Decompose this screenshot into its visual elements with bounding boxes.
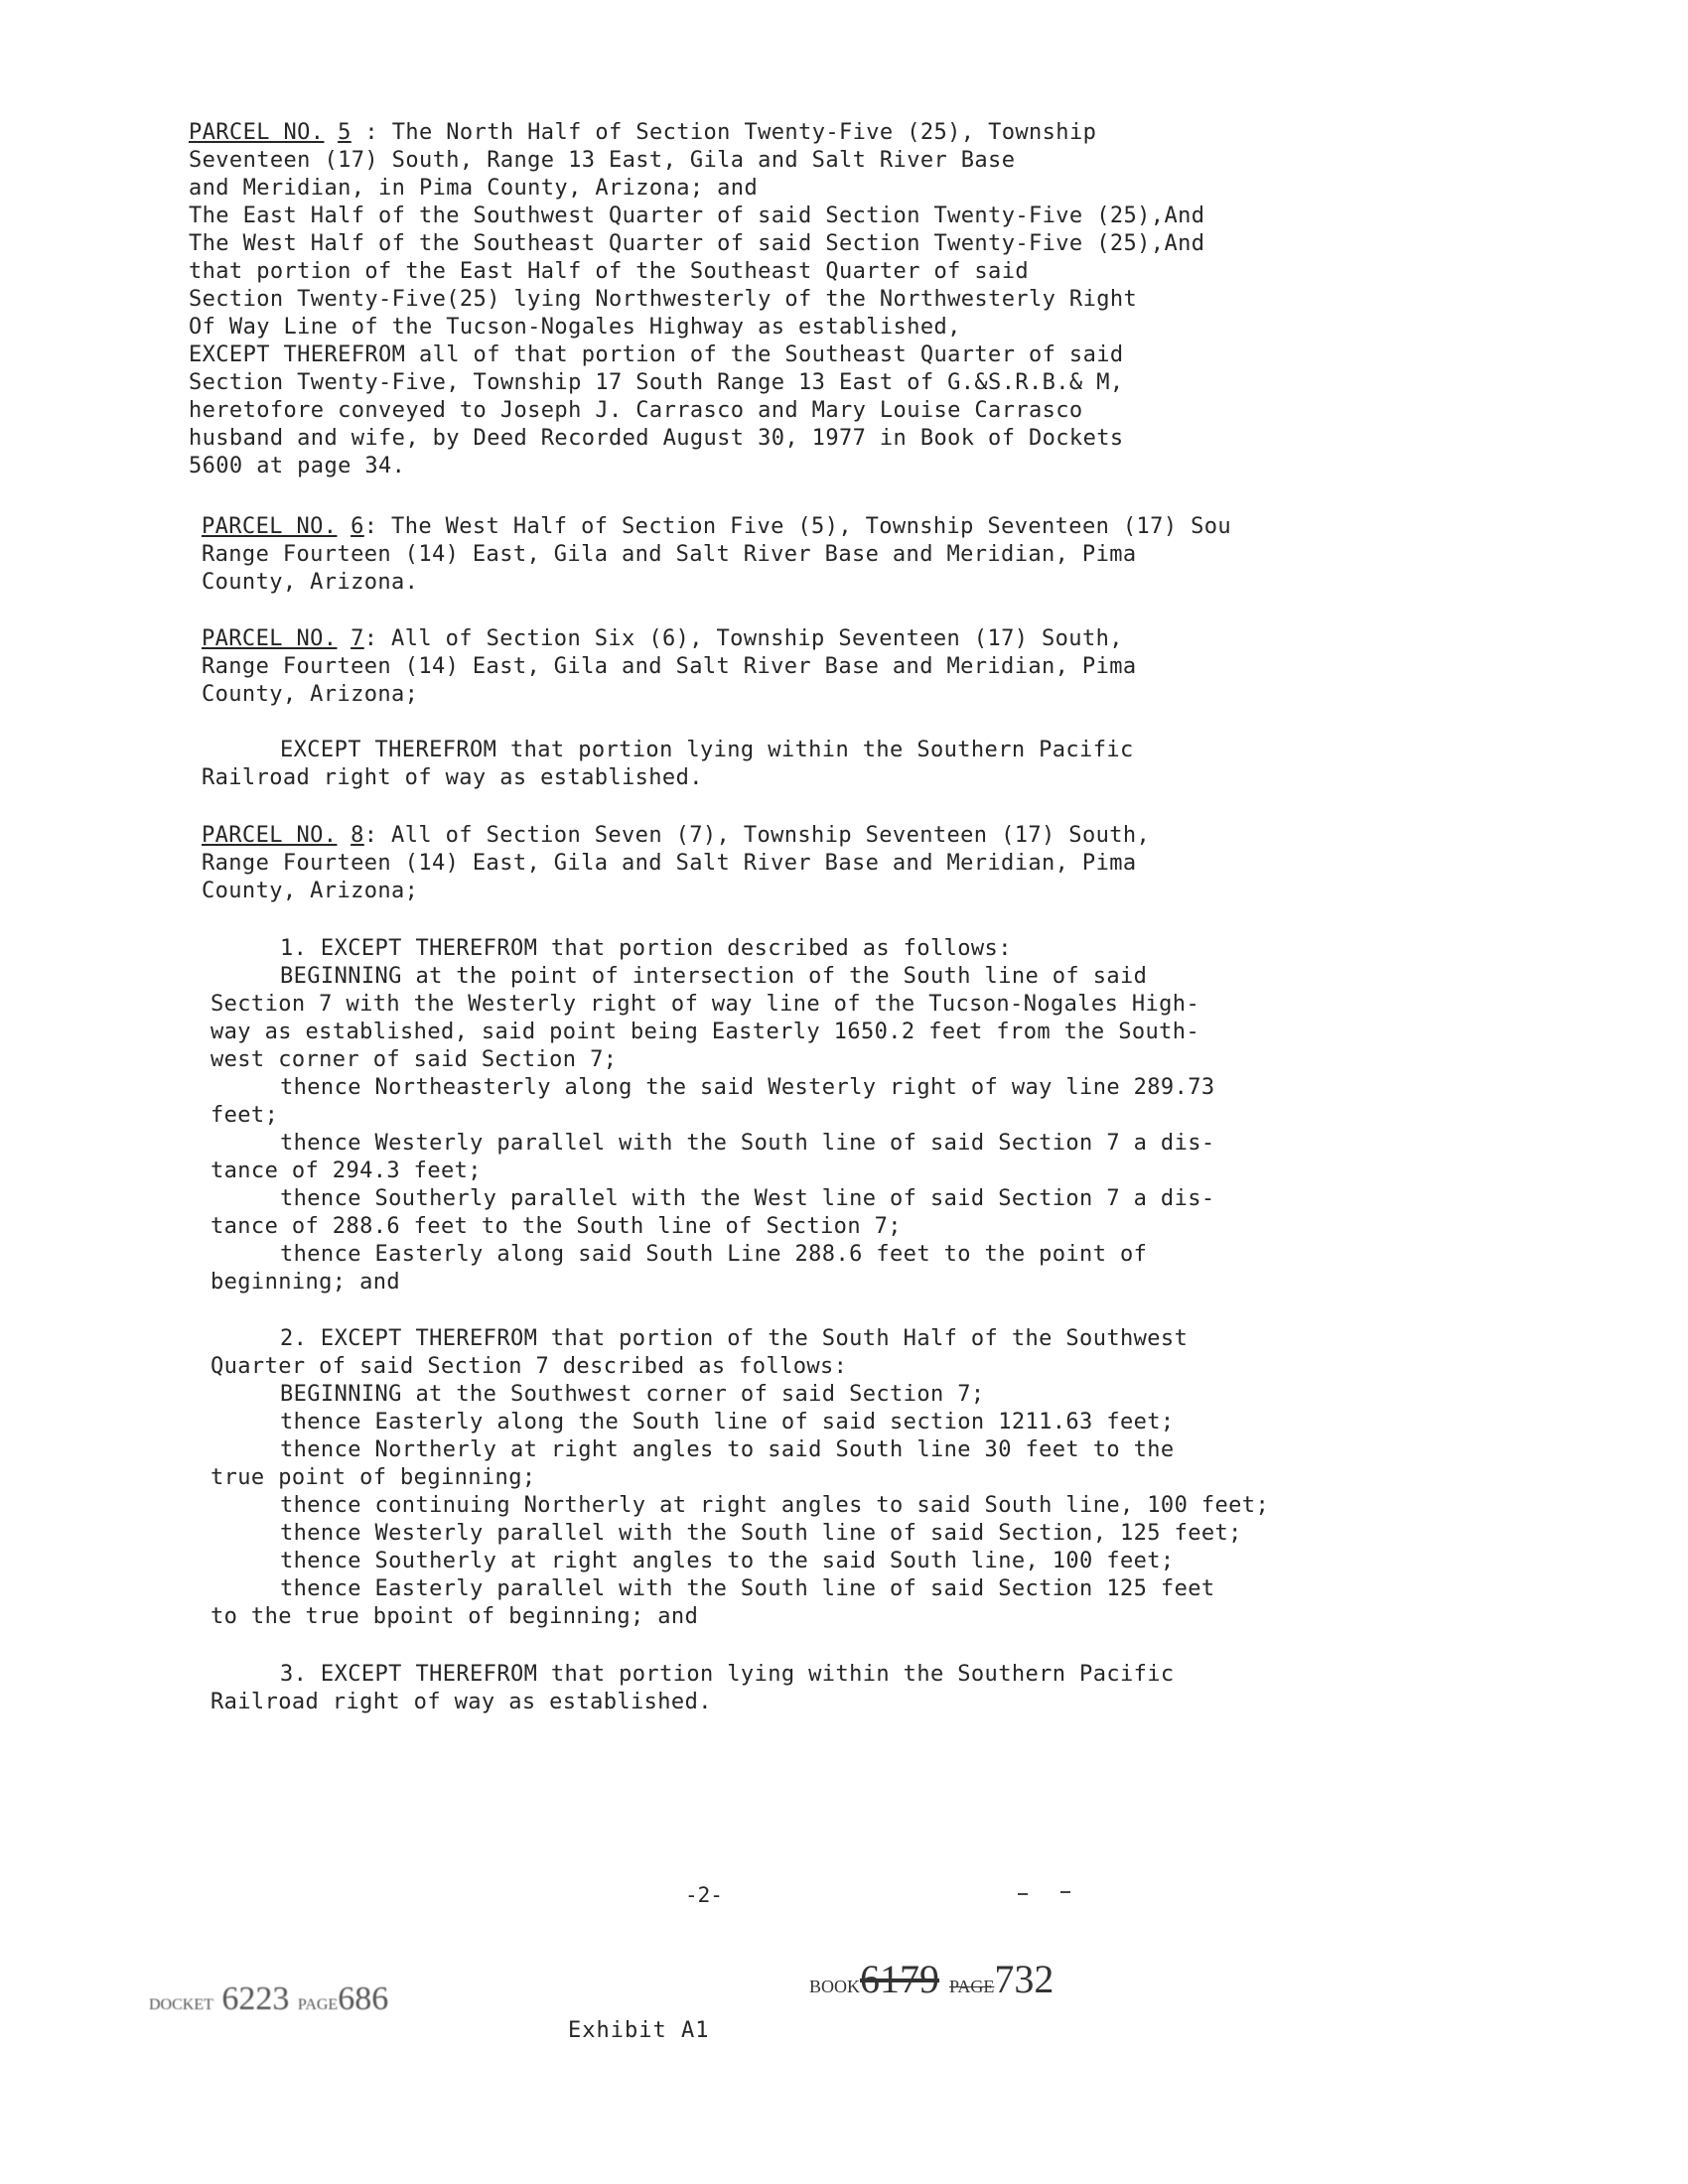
parcel-6-line1: : The West Half of Section Five (5), Township Seventeen (17) Sou — [363, 514, 1232, 539]
exception-2-line: Quarter of said Section 7 described as follows: — [211, 1354, 848, 1379]
exception-2-line: 2. EXCEPT THEREFROM that portion of the South Half of the Southwest — [280, 1326, 1189, 1351]
parcel-7-number: 7 — [351, 626, 364, 651]
exhibit-label: Exhibit A1 — [568, 2018, 710, 2043]
stamp-left-mid: PAGE — [297, 1996, 339, 2013]
exception-2-line: thence Easterly parallel with the South line of said Section 125 feet — [280, 1576, 1215, 1601]
exception-2-line: true point of beginning; — [211, 1465, 536, 1490]
parcel-5-label: PARCEL NO. — [189, 120, 325, 145]
exception-1-line: thence Easterly along said South Line 288.6 feet to the point of — [280, 1242, 1148, 1267]
parcel-7-except: EXCEPT THEREFROM that portion lying within the Southern Pacific — [280, 738, 1134, 762]
recording-stamp-left — [149, 1980, 388, 2018]
exception-1-line: tance of 288.6 feet to the South line of Section 7; — [211, 1214, 902, 1239]
parcel-7-heading — [202, 625, 1123, 653]
parcel-8-line: Range Fourteen (14) East, Gila and Salt River Base and Meridian, Pima — [202, 851, 1137, 876]
parcel-5-line: heretofore conveyed to Joseph J. Carrasco and Mary Louise Carrasco — [189, 398, 1083, 423]
stamp-left-prefix: DOCKET — [149, 1996, 213, 2013]
exception-1-line: thence Southerly parallel with the West line of said Section 7 a dis- — [280, 1186, 1215, 1211]
parcel-5-line: EXCEPT THEREFROM all of that portion of the Southeast Quarter of said — [189, 342, 1124, 367]
parcel-6-line: Range Fourteen (14) East, Gila and Salt River Base and Meridian, Pima — [202, 542, 1137, 567]
exception-3-line: 3. EXCEPT THEREFROM that portion lying within the Southern Pacific — [280, 1662, 1175, 1687]
exception-2-line: BEGINNING at the Southwest corner of said Section 7; — [280, 1382, 985, 1407]
exception-2-line: thence Northerly at right angles to said South line 30 feet to the — [280, 1437, 1175, 1462]
exception-1-line: feet; — [211, 1103, 279, 1128]
exception-1-line: thence Westerly parallel with the South line of said Section 7 a dis- — [280, 1131, 1215, 1156]
parcel-5-line: Section Twenty-Five, Township 17 South Range 13 East of G.&S.R.B.& M, — [189, 370, 1124, 395]
stamp-right-prefix: BOOK — [809, 1977, 861, 1996]
exception-2-line: thence continuing Northerly at right angles to said South line, 100 feet; — [280, 1493, 1270, 1518]
exception-2-line: to the true bpoint of beginning; and — [211, 1604, 699, 1629]
parcel-5-line: 5600 at page 34. — [189, 454, 406, 478]
parcel-5-line: husband and wife, by Deed Recorded August 30, 1977 in Book of Dockets — [189, 426, 1124, 451]
exception-2-line: thence Southerly at right angles to the said South line, 100 feet; — [280, 1549, 1175, 1573]
parcel-5-line: and Meridian, in Pima County, Arizona; and — [189, 176, 759, 201]
scan-mark — [1018, 1893, 1028, 1895]
parcel-5-heading — [189, 119, 1096, 147]
parcel-5-line: Section Twenty-Five(25) lying Northwesterly of the Northwesterly Right — [189, 287, 1138, 312]
recording-stamp-right — [809, 1956, 1054, 2002]
exception-1-line: thence Northeasterly along the said Westerly right of way line 289.73 — [280, 1075, 1215, 1100]
stamp-right-page: 732 — [994, 1957, 1055, 2001]
parcel-7-label: PARCEL NO. — [202, 626, 338, 651]
parcel-6-heading — [202, 513, 1231, 541]
exception-2-line: thence Westerly parallel with the South line of said Section, 125 feet; — [280, 1521, 1242, 1546]
parcel-7-line: County, Arizona; — [202, 682, 419, 707]
scan-mark — [1060, 1891, 1070, 1893]
parcel-5-line: Seventeen (17) South, Range 13 East, Gila and Salt River Base — [189, 148, 1016, 173]
stamp-left-number: 6223 — [221, 1980, 290, 2017]
parcel-7-except: Railroad right of way as established. — [202, 765, 703, 790]
exception-1-line: way as established, said point being Easterly 1650.2 feet from the South- — [211, 1020, 1200, 1044]
exception-1-line: west corner of said Section 7; — [211, 1047, 618, 1072]
parcel-5-line: The East Half of the Southwest Quarter of said Section Twenty-Five (25),And — [189, 204, 1205, 228]
parcel-7-line: Range Fourteen (14) East, Gila and Salt River Base and Meridian, Pima — [202, 654, 1137, 679]
parcel-6-line: County, Arizona. — [202, 570, 419, 595]
exception-1-line: beginning; and — [211, 1270, 401, 1295]
parcel-6-label: PARCEL NO. — [202, 514, 338, 539]
stamp-right-number: 6179 — [860, 1957, 940, 2001]
parcel-6-number: 6 — [351, 514, 364, 539]
parcel-5-line: that portion of the East Half of the Southeast Quarter of said — [189, 259, 1029, 284]
parcel-7-line1: : All of Section Six (6), Township Seventeen (17) South, — [363, 626, 1123, 651]
exception-1-line: BEGINNING at the point of intersection of the South line of said — [280, 964, 1148, 989]
exception-1-line: 1. EXCEPT THEREFROM that portion described as follows: — [280, 936, 1012, 961]
stamp-right-mid: PAGE — [949, 1977, 995, 1996]
parcel-8-label: PARCEL NO. — [202, 823, 338, 848]
parcel-5-line1: : The North Half of Section Twenty-Five (25), Township — [351, 120, 1097, 145]
exception-1-line: Section 7 with the Westerly right of way line of the Tucson-Nogales High- — [211, 992, 1200, 1017]
stamp-left-page: 686 — [338, 1980, 389, 2017]
page-number: -2- — [685, 1883, 723, 1907]
parcel-8-number: 8 — [351, 823, 364, 848]
parcel-5-number: 5 — [338, 120, 352, 145]
parcel-5-line: Of Way Line of the Tucson-Nogales Highway as established, — [189, 315, 961, 340]
exception-2-line: thence Easterly along the South line of said section 1211.63 feet; — [280, 1410, 1175, 1434]
parcel-8-line1: : All of Section Seven (7), Township Seventeen (17) South, — [363, 823, 1151, 848]
parcel-8-line: County, Arizona; — [202, 879, 419, 903]
exception-1-line: tance of 294.3 feet; — [211, 1159, 482, 1183]
parcel-8-heading — [202, 822, 1150, 850]
exception-3-line: Railroad right of way as established. — [211, 1690, 712, 1714]
parcel-5-line: The West Half of the Southeast Quarter of said Section Twenty-Five (25),And — [189, 231, 1205, 256]
